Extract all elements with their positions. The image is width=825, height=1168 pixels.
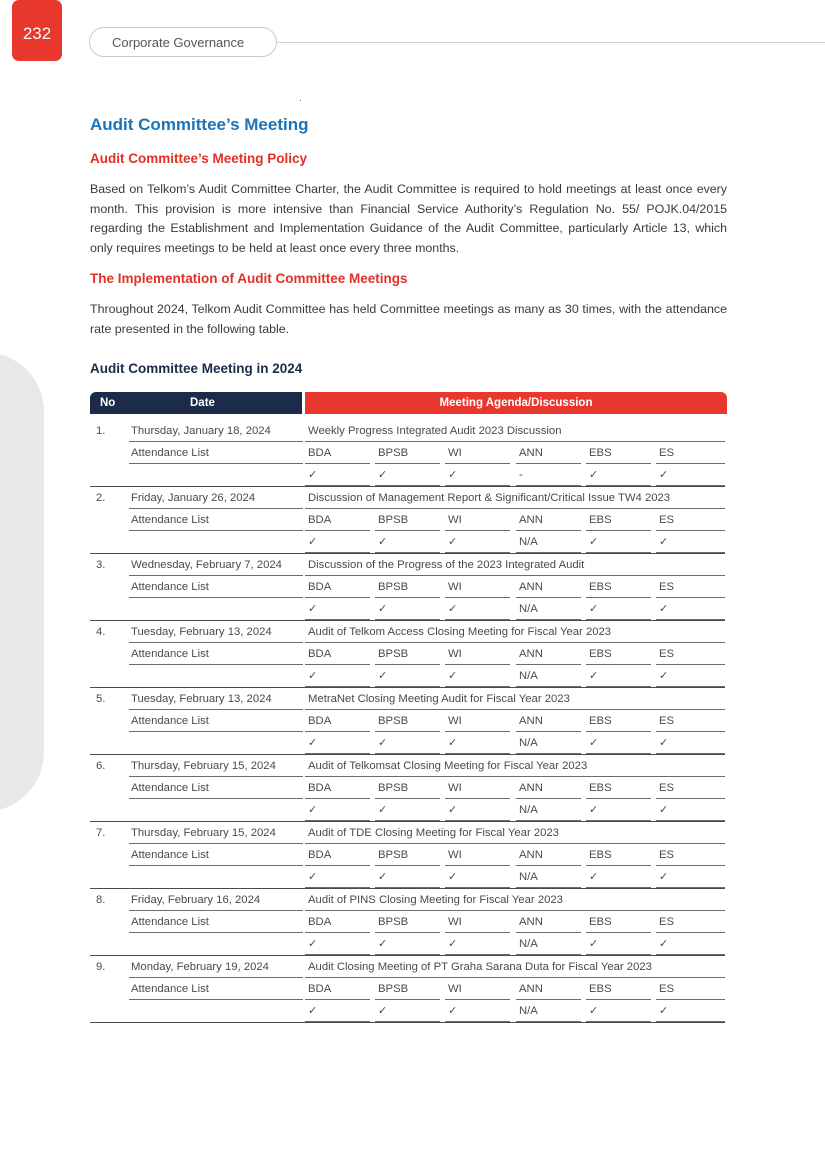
attendance-check-icon: ✓ — [375, 665, 440, 687]
attendance-check-icon: ✓ — [305, 531, 370, 553]
attendance-check-icon: ✓ — [305, 464, 370, 486]
member-code: BDA — [305, 777, 370, 799]
meeting-agenda: Audit Closing Meeting of PT Graha Sarana Duta for Fiscal Year 2023 — [305, 956, 725, 978]
meeting-number: 8. — [96, 894, 106, 906]
attendance-mark: N/A — [516, 598, 581, 620]
header-date: Date — [190, 397, 215, 409]
member-code: WI — [445, 844, 510, 866]
member-code: ANN — [516, 509, 581, 531]
attendance-mark: N/A — [516, 531, 581, 553]
policy-heading: Audit Committee’s Meeting Policy — [90, 151, 308, 166]
member-code: WI — [445, 509, 510, 531]
attendance-check-icon: ✓ — [305, 866, 370, 888]
attendance-list-label: Attendance List — [129, 509, 303, 531]
meeting-date: Wednesday, February 7, 2024 — [129, 554, 303, 576]
attendance-check-icon: ✓ — [656, 531, 725, 553]
attendance-mark: - — [516, 464, 581, 486]
member-code: BDA — [305, 710, 370, 732]
attendance-check-icon: ✓ — [656, 799, 725, 821]
meeting-agenda: Weekly Progress Integrated Audit 2023 Discussion — [305, 420, 725, 442]
attendance-check-icon: ✓ — [586, 933, 651, 955]
table-row — [90, 956, 727, 978]
attendance-list-label: Attendance List — [129, 643, 303, 665]
header-divider — [276, 42, 825, 43]
member-code: ES — [656, 978, 725, 1000]
meeting-date: Monday, February 19, 2024 — [129, 956, 303, 978]
member-code: ES — [656, 442, 725, 464]
meeting-number: 3. — [96, 559, 106, 571]
attendance-check-icon: ✓ — [375, 866, 440, 888]
member-code: ANN — [516, 844, 581, 866]
member-code: WI — [445, 710, 510, 732]
attendance-check-icon: ✓ — [375, 598, 440, 620]
attendance-check-icon: ✓ — [656, 1000, 725, 1022]
section-label: Corporate Governance — [89, 27, 277, 57]
attendance-check-icon: ✓ — [586, 464, 651, 486]
attendance-check-icon: ✓ — [656, 665, 725, 687]
attendance-check-icon: ✓ — [445, 799, 510, 821]
meeting-block — [90, 621, 727, 688]
attendance-check-icon: ✓ — [445, 531, 510, 553]
member-code: EBS — [586, 777, 651, 799]
member-code: BPSB — [375, 442, 440, 464]
decorative-dot — [300, 100, 301, 101]
attendance-check-icon: ✓ — [586, 866, 651, 888]
table-header-left — [90, 392, 302, 414]
attendance-check-icon: ✓ — [375, 531, 440, 553]
meeting-date: Tuesday, February 13, 2024 — [129, 621, 303, 643]
member-code: WI — [445, 911, 510, 933]
member-code: BDA — [305, 509, 370, 531]
meeting-block — [90, 822, 727, 889]
member-code: BDA — [305, 911, 370, 933]
attendance-check-icon: ✓ — [586, 531, 651, 553]
policy-paragraph: Based on Telkom’s Audit Committee Charter, the Audit Committee is required to hold meetings at least once every month. This provision is more intensive than Financial Service Authority’s Regulation No. 55/ POJK.04/2015 regarding the Establishment and Implementation Guidance of the Audit Committee, particularly Article 13, which only requires meetings to be held at least once every three months. — [90, 182, 727, 255]
member-code: ES — [656, 844, 725, 866]
meeting-date: Friday, February 16, 2024 — [129, 889, 303, 911]
meeting-agenda: Discussion of Management Report & Significant/Critical Issue TW4 2023 — [305, 487, 725, 509]
member-code: ANN — [516, 777, 581, 799]
meeting-number: 2. — [96, 492, 106, 504]
attendance-mark: N/A — [516, 933, 581, 955]
member-code: EBS — [586, 643, 651, 665]
member-code: BPSB — [375, 643, 440, 665]
table-row — [90, 844, 727, 866]
table-row — [90, 554, 727, 576]
table-row — [90, 464, 727, 486]
meeting-block — [90, 554, 727, 621]
member-code: EBS — [586, 978, 651, 1000]
member-code: ES — [656, 777, 725, 799]
attendance-check-icon: ✓ — [586, 665, 651, 687]
member-code: ANN — [516, 576, 581, 598]
attendance-check-icon: ✓ — [656, 732, 725, 754]
attendance-check-icon: ✓ — [305, 1000, 370, 1022]
attendance-check-icon: ✓ — [375, 732, 440, 754]
meeting-number: 6. — [96, 760, 106, 772]
attendance-check-icon: ✓ — [375, 933, 440, 955]
decorative-side-shape — [0, 352, 44, 812]
meeting-block — [90, 688, 727, 755]
member-code: WI — [445, 978, 510, 1000]
member-code: BPSB — [375, 777, 440, 799]
table-row — [90, 777, 727, 799]
meeting-table — [90, 420, 727, 1023]
member-code: ANN — [516, 442, 581, 464]
attendance-mark: N/A — [516, 799, 581, 821]
table-row — [90, 799, 727, 821]
attendance-check-icon: ✓ — [305, 799, 370, 821]
attendance-check-icon: ✓ — [445, 665, 510, 687]
attendance-check-icon: ✓ — [305, 732, 370, 754]
attendance-check-icon: ✓ — [375, 1000, 440, 1022]
member-code: ANN — [516, 643, 581, 665]
attendance-check-icon: ✓ — [586, 799, 651, 821]
attendance-check-icon: ✓ — [445, 464, 510, 486]
member-code: BPSB — [375, 576, 440, 598]
meeting-agenda: Discussion of the Progress of the 2023 Integrated Audit — [305, 554, 725, 576]
member-code: BPSB — [375, 710, 440, 732]
meeting-block — [90, 487, 727, 554]
meeting-number: 1. — [96, 425, 106, 437]
table-row — [90, 732, 727, 754]
table-row — [90, 1000, 727, 1022]
attendance-check-icon: ✓ — [656, 598, 725, 620]
table-row — [90, 978, 727, 1000]
header-agenda: Meeting Agenda/Discussion — [305, 392, 727, 414]
implementation-paragraph: Throughout 2024, Telkom Audit Committee has held Committee meetings as many as 30 times, with the attendance rate presented in the following table. — [90, 302, 727, 336]
member-code: ES — [656, 576, 725, 598]
member-code: EBS — [586, 844, 651, 866]
meeting-date: Thursday, February 15, 2024 — [129, 755, 303, 777]
table-row — [90, 576, 727, 598]
attendance-list-label: Attendance List — [129, 777, 303, 799]
attendance-list-label: Attendance List — [129, 710, 303, 732]
meeting-block — [90, 889, 727, 956]
table-row — [90, 933, 727, 955]
table-row — [90, 665, 727, 687]
meeting-date: Friday, January 26, 2024 — [129, 487, 303, 509]
attendance-check-icon: ✓ — [586, 1000, 651, 1022]
member-code: WI — [445, 777, 510, 799]
meeting-agenda: Audit of Telkomsat Closing Meeting for Fiscal Year 2023 — [305, 755, 725, 777]
member-code: ANN — [516, 710, 581, 732]
meeting-number: 5. — [96, 693, 106, 705]
attendance-check-icon: ✓ — [586, 732, 651, 754]
table-row — [90, 420, 727, 442]
attendance-list-label: Attendance List — [129, 844, 303, 866]
attendance-mark: N/A — [516, 732, 581, 754]
table-row — [90, 509, 727, 531]
table-row — [90, 866, 727, 888]
attendance-check-icon: ✓ — [305, 665, 370, 687]
meeting-agenda: Audit of TDE Closing Meeting for Fiscal Year 2023 — [305, 822, 725, 844]
table-row — [90, 487, 727, 509]
meeting-block — [90, 420, 727, 487]
attendance-check-icon: ✓ — [445, 866, 510, 888]
meeting-date: Tuesday, February 13, 2024 — [129, 688, 303, 710]
meeting-agenda: MetraNet Closing Meeting Audit for Fiscal Year 2023 — [305, 688, 725, 710]
attendance-check-icon: ✓ — [375, 799, 440, 821]
member-code: BPSB — [375, 509, 440, 531]
meeting-block — [90, 956, 727, 1023]
attendance-check-icon: ✓ — [305, 933, 370, 955]
member-code: BPSB — [375, 978, 440, 1000]
implementation-heading: The Implementation of Audit Committee Meetings — [90, 271, 408, 286]
attendance-check-icon: ✓ — [656, 464, 725, 486]
meeting-number: 9. — [96, 961, 106, 973]
row-divider — [90, 1022, 725, 1023]
table-row — [90, 598, 727, 620]
member-code: BDA — [305, 442, 370, 464]
attendance-list-label: Attendance List — [129, 978, 303, 1000]
member-code: ANN — [516, 978, 581, 1000]
member-code: BPSB — [375, 911, 440, 933]
attendance-check-icon: ✓ — [445, 732, 510, 754]
attendance-check-icon: ✓ — [656, 866, 725, 888]
attendance-list-label: Attendance List — [129, 576, 303, 598]
member-code: BPSB — [375, 844, 440, 866]
attendance-check-icon: ✓ — [445, 598, 510, 620]
page-title: Audit Committee’s Meeting — [90, 115, 309, 134]
member-code: BDA — [305, 643, 370, 665]
table-row — [90, 889, 727, 911]
table-row — [90, 643, 727, 665]
attendance-check-icon: ✓ — [305, 598, 370, 620]
member-code: ES — [656, 643, 725, 665]
member-code: EBS — [586, 911, 651, 933]
member-code: BDA — [305, 978, 370, 1000]
meeting-number: 7. — [96, 827, 106, 839]
attendance-check-icon: ✓ — [586, 598, 651, 620]
table-row — [90, 688, 727, 710]
member-code: BDA — [305, 844, 370, 866]
table-row — [90, 531, 727, 553]
member-code: EBS — [586, 710, 651, 732]
member-code: ES — [656, 509, 725, 531]
attendance-list-label: Attendance List — [129, 911, 303, 933]
page-number-badge — [12, 10, 62, 61]
table-row — [90, 822, 727, 844]
attendance-list-label: Attendance List — [129, 442, 303, 464]
attendance-check-icon: ✓ — [375, 464, 440, 486]
attendance-check-icon: ✓ — [445, 1000, 510, 1022]
member-code: ANN — [516, 911, 581, 933]
member-code: ES — [656, 710, 725, 732]
member-code: WI — [445, 576, 510, 598]
attendance-mark: N/A — [516, 866, 581, 888]
member-code: WI — [445, 643, 510, 665]
meeting-date: Thursday, January 18, 2024 — [129, 420, 303, 442]
meeting-agenda: Audit of Telkom Access Closing Meeting for Fiscal Year 2023 — [305, 621, 725, 643]
member-code: EBS — [586, 509, 651, 531]
meeting-date: Thursday, February 15, 2024 — [129, 822, 303, 844]
table-row — [90, 442, 727, 464]
meeting-number: 4. — [96, 626, 106, 638]
attendance-mark: N/A — [516, 665, 581, 687]
attendance-check-icon: ✓ — [445, 933, 510, 955]
member-code: EBS — [586, 442, 651, 464]
member-code: WI — [445, 442, 510, 464]
table-row — [90, 621, 727, 643]
header-no: No — [100, 397, 116, 409]
attendance-check-icon: ✓ — [656, 933, 725, 955]
attendance-mark: N/A — [516, 1000, 581, 1022]
member-code: EBS — [586, 576, 651, 598]
table-row — [90, 755, 727, 777]
table-row — [90, 710, 727, 732]
member-code: ES — [656, 911, 725, 933]
table-row — [90, 911, 727, 933]
page-number: 232 — [22, 23, 52, 43]
table-title: Audit Committee Meeting in 2024 — [90, 361, 303, 376]
member-code: BDA — [305, 576, 370, 598]
meeting-block — [90, 755, 727, 822]
meeting-agenda: Audit of PINS Closing Meeting for Fiscal Year 2023 — [305, 889, 725, 911]
